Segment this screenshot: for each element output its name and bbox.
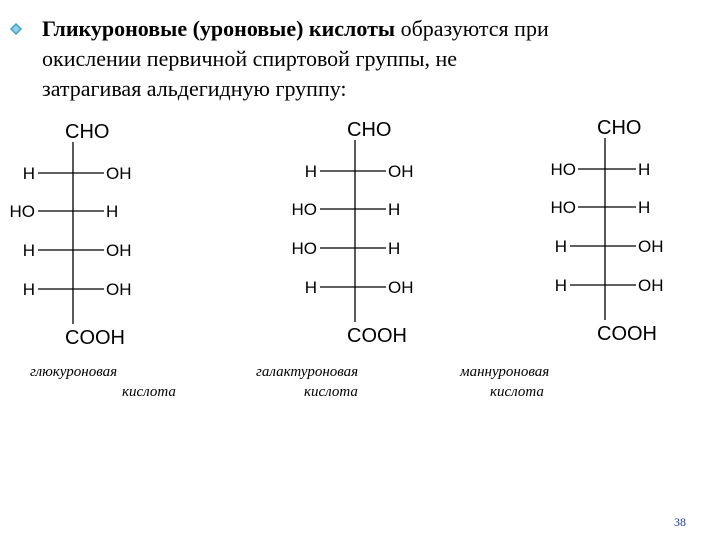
bullet-text [42, 14, 712, 104]
top-group: CHO [65, 121, 110, 143]
left-substituent: H [304, 162, 317, 181]
bullet-line-3: затрагивая альдегидную группу: [42, 76, 347, 101]
bottom-group: COOH [597, 323, 657, 345]
bullet-line-2: окислении первичной спиртовой группы, не [42, 46, 458, 71]
caption-galacturonic [256, 362, 358, 402]
left-substituent: H [304, 278, 317, 297]
caption-line-1: галактуроновая [256, 364, 359, 380]
top-group: CHO [347, 119, 392, 141]
left-substituent: HO [9, 202, 35, 221]
right-substituent: H [638, 160, 651, 179]
top-group: CHO [597, 117, 642, 139]
right-substituent: OH [388, 162, 414, 181]
right-substituent: OH [638, 237, 664, 256]
left-substituent: H [554, 237, 567, 256]
left-substituent: HO [291, 200, 317, 219]
caption-line-2: кислота [490, 384, 544, 400]
bottom-group: COOH [65, 327, 125, 349]
right-substituent: OH [106, 280, 132, 299]
left-substituent: H [22, 241, 35, 260]
fischer-structure-mannuronic [540, 114, 700, 346]
left-substituent: HO [291, 239, 317, 258]
left-substituent: HO [550, 160, 576, 179]
right-substituent: OH [106, 241, 132, 260]
left-substituent: H [554, 276, 567, 295]
right-substituent: OH [388, 278, 414, 297]
fischer-structure-glucuronic [8, 118, 158, 350]
right-substituent: H [388, 200, 401, 219]
page-number: 38 [674, 515, 686, 529]
bullet-bold-term: Гликуроновые (уроновые) кислоты [42, 16, 396, 41]
left-substituent: H [22, 280, 35, 299]
bottom-group: COOH [347, 325, 407, 347]
caption-glucuronic [30, 362, 176, 402]
caption-line-1: глюкуроновая [30, 364, 118, 380]
caption-line-2: кислота [122, 384, 176, 400]
right-substituent: OH [638, 276, 664, 295]
left-substituent: HO [550, 198, 576, 217]
bullet-line-1 [42, 14, 712, 44]
caption-mannuronic [460, 362, 549, 402]
left-substituent: H [22, 164, 35, 183]
right-substituent: H [638, 198, 651, 217]
right-substituent: H [106, 202, 119, 221]
bullet-diamond-icon [10, 23, 22, 35]
right-substituent: OH [106, 164, 132, 183]
caption-line-2: кислота [304, 384, 358, 400]
fischer-structure-galacturonic [290, 116, 440, 348]
right-substituent: H [388, 239, 401, 258]
bullet-line-1-rest: образуются при [395, 16, 549, 41]
caption-line-1: маннуроновая [460, 364, 550, 380]
